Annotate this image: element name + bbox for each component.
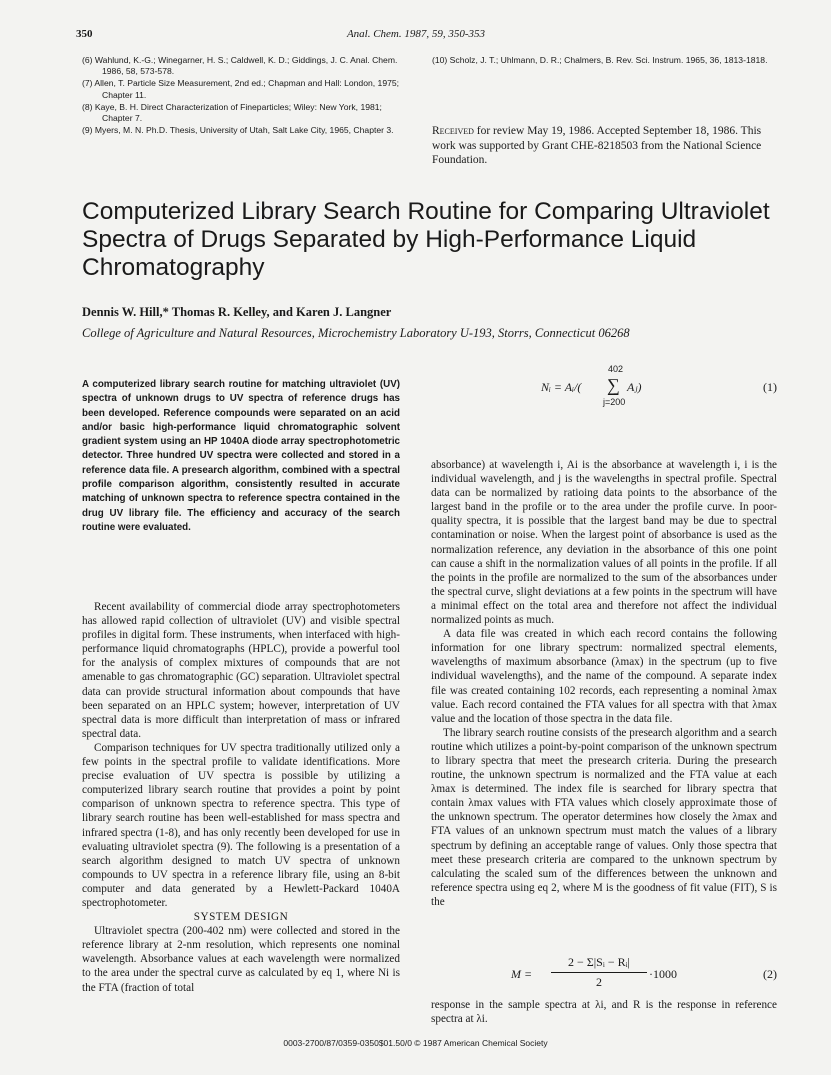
left-column bbox=[82, 600, 400, 995]
body-paragraph: Recent availability of commercial diode array spectrophotometers has allowed rapid collection of ultraviolet (UV) and visible spectral profiles in digital form. These instruments, when interfaced with high-performance liquid chromatographs (HPLC), provide a powerful tool for the analysis of complex mixtures of compounds that are not amenable to gas chromatographic (GC) separation. Ultraviolet spectral data can provide structural information about compounds that have been separated on an HPLC system; however, interpretation of UV spectral data is more difficult than interpretation of mass or infrared spectral data. bbox=[82, 601, 400, 740]
eq1-term: Aⱼ) bbox=[627, 380, 642, 394]
body-paragraph: A data file was created in which each record contains the following information for one library spectrum: normalized spectral elements, wavelengths of maximum absorbance (λmax) in the spectrum (up to five individual wavelengths), and the name of the compound. A separate index file was created containing 102 records, each representing a nominal λmax value. Each record contained the FTA values for all spectra with that λmax value and the location of those spectra in the data file. bbox=[431, 628, 777, 725]
article-title: Computerized Library Search Routine for Comparing Ultraviolet Spectra of Drugs Separated by High-Performance Liquid Chromatography bbox=[82, 198, 770, 281]
eq2-numerator: 2 − Σ|Sᵢ − Rᵢ| bbox=[568, 955, 630, 969]
references-right bbox=[432, 55, 778, 67]
received-label: Received bbox=[432, 125, 474, 137]
body-paragraph: absorbance) at wavelength i, Ai is the absorbance at wavelength i, i is the individual wavelength, and j is the wavelengths in spectral profile. Spectral data can be normalized by ratioing data points to the absorbance of the largest band in the profile or to the area under the profile curve. In poor-quality spectra, it is possible that the largest band may be due to spectral contamination or noise. When the largest point of absorbance is used as the normalization reference, any deviation in the absorbance of this one point can cause a shift in the normalization values of all points in the profile. If all the points in the profile are normalized to the sum of the absorbances under the spectral curve, slight deviations at a few points in the spectrum will have a minimal effect on the total area and therefore not affect the individual normalized points as much. bbox=[431, 459, 777, 627]
body-paragraph: Ultraviolet spectra (200-402 nm) were collected and stored in the reference library at 2-nm resolution, which represents one nominal wavelength. Absorbance values at each wavelength were normalized to the area under the spectral curve as calculated by eq 1, where Ni is the FTA (fraction of total bbox=[82, 925, 400, 994]
fraction-bar bbox=[551, 972, 647, 973]
eq1-number: (1) bbox=[763, 380, 777, 394]
equation-2 bbox=[431, 955, 777, 995]
eq2-denominator: 2 bbox=[596, 975, 602, 989]
reference-item: (9) Myers, M. N. Ph.D. Thesis, University of Utah, Salt Lake City, 1965, Chapter 3. bbox=[82, 125, 394, 136]
reference-item: (8) Kaye, B. H. Direct Characterization of Fineparticles; Wiley: New York, 1981; Chapter 7. bbox=[82, 101, 382, 124]
equation-1 bbox=[431, 364, 777, 414]
eq2-lhs: M = bbox=[511, 967, 533, 981]
reference-item: (7) Allen, T. Particle Size Measurement, 2nd ed.; Chapman and Hall: London, 1975; Chapter 11. bbox=[82, 78, 400, 100]
reference-item: (10) Scholz, J. T.; Uhlmann, D. R.; Chalmers, B. Rev. Sci. Instrum. 1965, 36, 1813-1818. bbox=[432, 55, 768, 65]
affiliation: College of Agriculture and Natural Resources, Microchemistry Laboratory U-193, Storrs, Connecticut 06268 bbox=[82, 326, 630, 340]
right-column bbox=[431, 458, 777, 909]
received-text: for review May 19, 1986. Accepted September 18, 1986. This work was supported by Grant CHE-8218503 from the National Science Foundation. bbox=[432, 125, 762, 166]
eq1-sum-upper: 402 bbox=[608, 364, 624, 374]
body-paragraph: response in the sample spectra at λi, and R is the response in reference spectra at λi. bbox=[431, 999, 777, 1026]
body-paragraph: The library search routine consists of the presearch algorithm and a search routine which utilizes a point-by-point comparison of the unknown spectrum to library spectra that meet the presearch criteria. During the presearch routine, the unknown spectrum is normalized and the FTA value at each λmax is determined. The index file is searched for library spectra that contain λmax values with FTA values which closely approximate those of the unknown spectrum. The operator determines how closely the λmax and FTA values of an unknown spectrum must match the values of a library spectrum by defining an acceptable range of values. Only those spectra that meet these presearch criteria are compared to the unknown spectrum by calculating the scaled sum of the differences between the unknown and reference spectra using eq 2, where M is the goodness of fit value (FIT), S is the bbox=[431, 726, 777, 908]
received-note bbox=[432, 124, 778, 168]
right-column-tail bbox=[431, 998, 777, 1026]
journal-citation: Anal. Chem. 1987, 59, 350-353 bbox=[346, 28, 486, 40]
references-left bbox=[82, 55, 412, 137]
author-list: Dennis W. Hill,* Thomas R. Kelley, and Karen J. Langner bbox=[82, 305, 392, 319]
page-header bbox=[76, 28, 756, 40]
eq1-sum-lower: j=200 bbox=[603, 397, 626, 407]
page-footer: 0003-2700/87/0359-0350$01.50/0 © 1987 American Chemical Society bbox=[283, 1038, 548, 1048]
eq2-factor: ·1000 bbox=[649, 967, 677, 981]
body-paragraph: Comparison techniques for UV spectra traditionally utilized only a few points in the spectral profile to validate identifications. More precise evaluation of UV spectra is possible by utilizing a computerized library search routine that provides a point by point comparison of unknown spectra to reference spectra. This type of library search routine has been well-established for mass spectra and infrared spectra (1-8), and has only recently been developed for use in evaluating ultraviolet spectra (9). The following is a presentation of a search algorithm designed to match UV spectra of unknown compounds to UV spectra in a reference library file, using an 8-bit computer and data generated by a Hewlett-Packard 1040A spectrophotometer. bbox=[82, 741, 400, 909]
page-number: 350 bbox=[76, 28, 93, 40]
abstract: A computerized library search routine for matching ultraviolet (UV) spectra of unknown drugs to UV spectra of reference drugs has been developed. Reference compounds were separated on an acid and/or basic high-performance liquid chromatographic solvent gradient system using an HP 1040A diode array spectrophotometric detector. Three hundred UV spectra were collected and stored in a reference data file. A presearch algorithm, combined with a spectral profile comparison algorithm, consistently resulted in accurate matching of unknown spectra to reference spectra contained in the drug UV library file. The efficiency and accuracy of the search routine were evaluated. bbox=[82, 379, 400, 533]
eq2-number: (2) bbox=[763, 967, 777, 981]
section-heading: SYSTEM DESIGN bbox=[193, 911, 289, 924]
sum-symbol-icon: ∑ bbox=[607, 375, 620, 395]
eq1-lhs: Nᵢ = Aᵢ/( bbox=[541, 380, 582, 394]
reference-item: (6) Wahlund, K.-G.; Winegarner, H. S.; Caldwell, K. D.; Giddings, J. C. Anal. Chem. 1986, 58, 573-578. bbox=[82, 55, 398, 77]
